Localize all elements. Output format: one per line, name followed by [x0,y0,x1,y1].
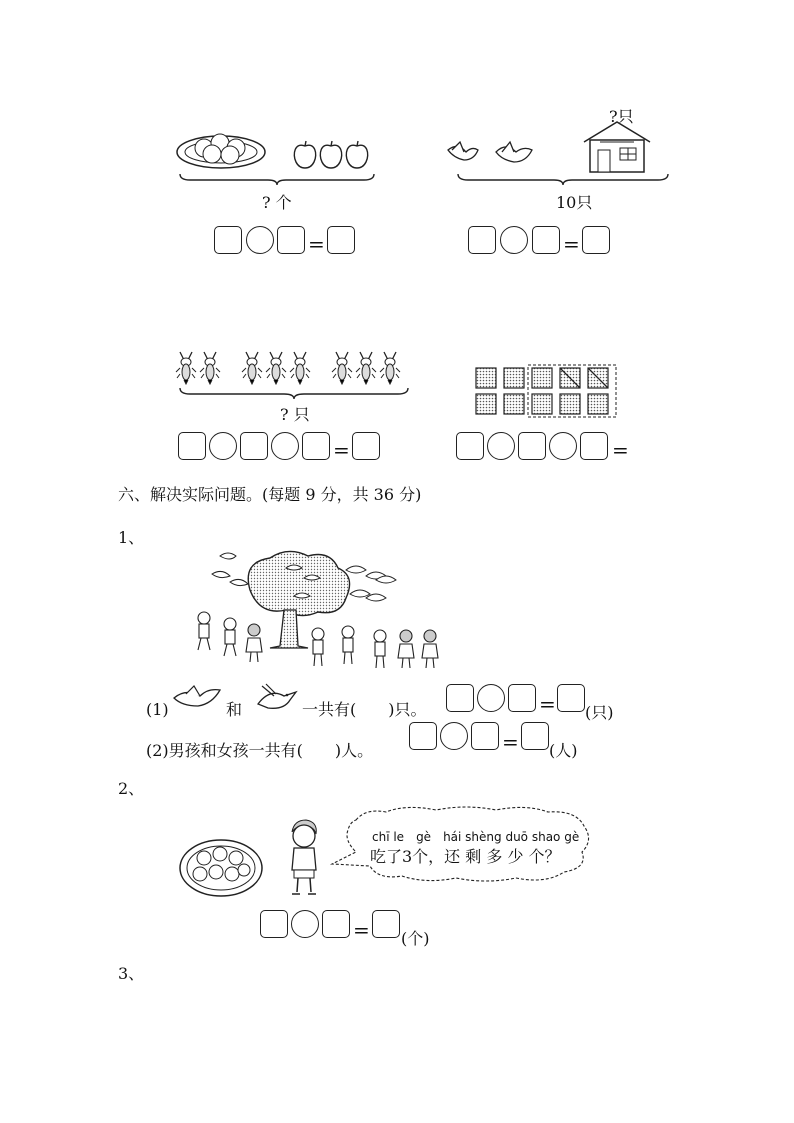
apples-icon [292,140,372,170]
answer-box[interactable] [260,910,288,938]
question-1-number: 1、 [118,528,145,547]
operator-circle[interactable] [487,432,515,460]
q2-speech-text: 吃了3个，还 剩 多 少 个？ [370,847,561,866]
answer-box[interactable] [508,684,536,712]
question-3-number: 3、 [118,964,145,983]
answer-box[interactable] [277,226,305,254]
q1a-unit: (只) [585,703,614,722]
answer-box[interactable] [214,226,242,254]
q1b-unit: (人) [549,741,578,760]
answer-box[interactable] [471,722,499,750]
problem-b-bottom-label: 10只 [556,193,593,212]
q1a-middle-text: 一共有( )只。 [302,700,427,719]
answer-box[interactable] [446,684,474,712]
equals-sign: = [502,730,519,754]
equals-sign: = [612,438,629,462]
problem-a-label: ? 个 [262,193,292,212]
q1a-prefix: (1) [146,700,169,719]
house-icon [580,120,654,174]
answer-box[interactable] [518,432,546,460]
result-box[interactable] [372,910,400,938]
equals-sign: = [353,918,370,942]
operator-circle[interactable] [291,910,319,938]
answer-box[interactable] [532,226,560,254]
answer-box[interactable] [580,432,608,460]
bird-icon [172,684,222,710]
result-box[interactable] [557,684,585,712]
result-box[interactable] [327,226,355,254]
operator-circle[interactable] [440,722,468,750]
brace-a [178,172,376,186]
section-title: 六、解决实际问题。(每题 9 分，共 36 分) [118,485,422,504]
result-box[interactable] [582,226,610,254]
apple-plate-icon [176,128,266,170]
equals-sign: = [333,438,350,462]
brace-c [178,386,410,400]
cookie-plate-icon [178,838,264,898]
tree-birds-children-illustration [190,550,450,676]
problem-b-top-label: ?只 [609,107,634,126]
answer-box[interactable] [468,226,496,254]
q2-pinyin: chī le gè hái shèng duō shao gè [372,830,580,844]
equals-sign: = [308,232,325,256]
crayfish-icon [176,350,408,386]
operator-circle[interactable] [246,226,274,254]
squares-figure [470,364,620,418]
answer-box[interactable] [302,432,330,460]
bird-icon [254,682,300,712]
birds-icon [446,138,544,168]
answer-box[interactable] [409,722,437,750]
q1b-text: (2)男孩和女孩一共有( )人。 [146,741,374,760]
equals-sign: = [539,692,556,716]
question-2-number: 2、 [118,779,145,798]
problem-c-label: ? 只 [280,405,310,424]
operator-circle[interactable] [500,226,528,254]
result-box[interactable] [352,432,380,460]
equals-sign: = [563,232,580,256]
operator-circle[interactable] [549,432,577,460]
q1a-and: 和 [226,700,243,719]
operator-circle[interactable] [209,432,237,460]
answer-box[interactable] [178,432,206,460]
boy-icon [284,818,324,898]
answer-box[interactable] [456,432,484,460]
brace-b [456,172,670,186]
answer-box[interactable] [240,432,268,460]
operator-circle[interactable] [271,432,299,460]
q2-unit: (个) [401,929,430,948]
answer-box[interactable] [322,910,350,938]
result-box[interactable] [521,722,549,750]
operator-circle[interactable] [477,684,505,712]
